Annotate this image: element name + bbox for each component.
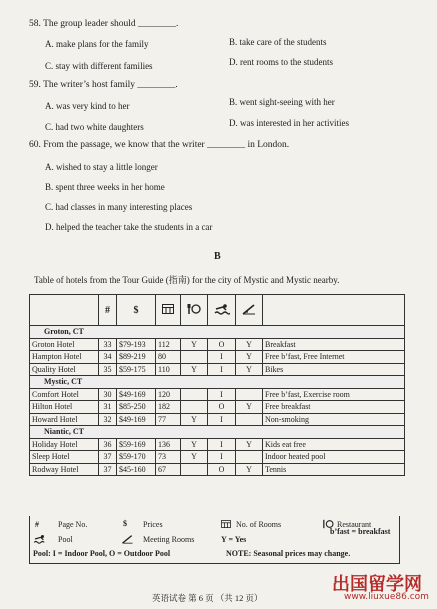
legend-page-symbol: # [35,520,39,529]
legend-prices-symbol: $ [123,519,127,528]
q58-option-a: A. make plans for the family [45,39,149,49]
restaurant-icon [181,295,208,326]
table-row: Holiday Hotel 36 $59-169 136 Y I Y Kids eat free [30,438,405,451]
legend-pool-icon [33,534,47,546]
q58-option-b: B. take care of the students [229,37,327,47]
q59-option-a: A. was very kind to her [45,101,130,111]
price-header: $ [117,295,156,326]
watermark-url: www.liuxue86.com [344,592,429,602]
question-59-stem: 59. The writer’s host family ________. [29,80,178,90]
group-row-niantic: Niantic, CT [30,426,405,439]
group-row-mystic: Mystic, CT [30,376,405,389]
table-row: Comfort Hotel 30 $49-169 120 I Free b’fast, Exercise room [30,388,405,401]
q59-option-c: C. had two white daughters [45,122,144,132]
notes-header [263,295,405,326]
q60-option-c: C. had classes in many interesting places [45,202,193,212]
legend-prices: Prices [143,520,163,529]
q58-option-d: D. rent rooms to the students [229,57,333,67]
watermark-logo: 出国留学网 [332,574,422,595]
legend-bfast: b’fast = breakfast [330,527,391,536]
table-row: Groton Hotel 33 $79-193 112 Y O Y Breakfast [30,338,405,351]
group-row-groton: Groton, CT [30,326,405,339]
q60-option-b: B. spent three weeks in her home [45,182,165,192]
table-row: Rodway Hotel 37 $45-160 67 O Y Tennis [30,463,405,476]
meeting-icon [236,295,263,326]
table-header-row [30,295,405,326]
legend-rooms: No. of Rooms [236,520,282,529]
page-footer: 英语试卷 第 6 页 （共 12 页） [152,593,263,603]
table-row: Hilton Hotel 31 $85-250 182 O Y Free breakfast [30,401,405,414]
rooms-icon [156,295,181,326]
legend-note: NOTE: Seasonal prices may change. [226,549,351,558]
table-intro: Table of hotels from the Tour Guide (指南) for the city of Mystic and Mystic nearby. [34,275,340,285]
table-row: Quality Hotel 35 $59-175 110 Y I Y Bikes [30,363,405,376]
hotel-table [29,294,405,476]
legend-pool: Pool [58,535,73,544]
q58-option-c: C. stay with different families [45,61,153,71]
q59-option-d: D. was interested in her activities [229,118,349,128]
legend-meeting-icon [121,534,134,546]
table-row: Sleep Hotel 37 $59-170 73 Y I Indoor heated pool [30,451,405,464]
legend-yes: Y = Yes [221,535,247,544]
q59-option-b: B. went sight-seeing with her [229,97,335,107]
table-row: Howard Hotel 32 $49-169 77 Y I Non-smoking [30,413,405,426]
legend-pool-key: Pool: I = Indoor Pool, O = Outdoor Pool [33,549,171,558]
legend-meeting: Meeting Rooms [143,535,195,544]
pool-icon [208,295,236,326]
q60-option-a: A. wished to stay a little longer [45,162,158,172]
legend-rooms-icon [221,520,231,530]
legend-page: Page No. [58,520,88,529]
page-header: # [99,295,117,326]
legend-restaurant: Restaurant [337,520,372,529]
question-60-stem: 60. From the passage, we know that the writer ________ in London. [29,140,290,150]
table-legend [29,516,400,564]
table-row: Hampton Hotel 34 $89-219 80 I Y Free b’fast, Free Internet [30,351,405,364]
section-label: B [214,251,221,262]
q60-option-d: D. helped the teacher take the students in a car [45,222,213,232]
hotel-name-header [30,295,99,326]
question-58-stem: 58. The group leader should ________. [29,19,179,29]
